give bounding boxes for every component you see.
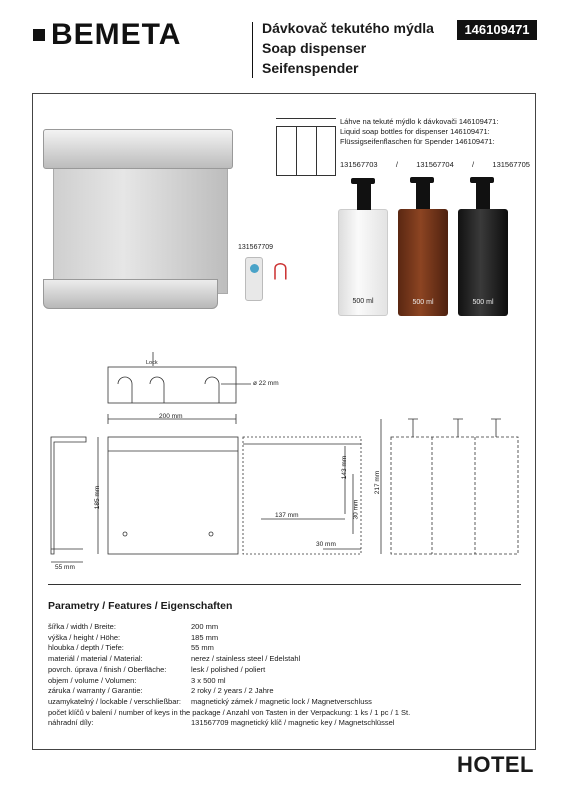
param-label: náhradní díly: [48, 718, 94, 728]
bottles-description: Láhve na tekuté mýdlo k dávkovači 146109471: Liquid soap bottles for dispenser 146109471: Flüssigseifenflaschen für Spender 146109471: [340, 117, 499, 146]
dim-30-vertical: 30 mm [352, 499, 360, 520]
param-value: 2 roky / 2 years / 2 Jahre [191, 686, 274, 696]
param-value: 3 x 500 ml [191, 675, 226, 685]
dim-width: 200 mm [159, 413, 183, 420]
param-value: nerez / stainless steel / Edelstahl [191, 654, 301, 664]
dim-depth: 55 mm [55, 564, 75, 571]
param-label: povrch. úprava / finish / Oberfläche: [48, 664, 167, 674]
param-label: objem / volume / Volumen: [48, 675, 137, 685]
param-value: 55 mm [191, 643, 214, 653]
title-cz: Dávkovač tekutého mýdla [262, 20, 434, 36]
dim-30-horizontal: 30 mm [316, 541, 336, 548]
brand-name: BEMETA [51, 18, 182, 51]
param-label: výška / height / Höhe: [48, 632, 121, 642]
bottle-volume: 500 ml [472, 299, 494, 306]
dim-137: 137 mm [275, 512, 299, 519]
key-code: 131567709 [238, 244, 274, 251]
param-value: 185 mm [191, 632, 219, 642]
dim-diameter: ø 22 mm [253, 380, 279, 387]
param-value: magnetický zámek / magnetic lock / Magnetverschluss [191, 696, 372, 706]
section-divider [48, 584, 521, 585]
lock-label: Lock [146, 360, 158, 366]
header-divider [252, 22, 253, 78]
logo-square-icon [33, 29, 45, 41]
title-en: Soap dispenser [262, 40, 367, 56]
product-code: 146109471 [457, 20, 537, 40]
param-label: záruka / warranty / Garantie: [48, 686, 143, 696]
brand-logo [33, 18, 181, 52]
dim-217: 217 mm [374, 470, 382, 495]
bottle-volume: 500 ml [412, 299, 434, 306]
param-label: šířka / width / Breite: [48, 622, 116, 631]
param-label: počet klíčů v balení / number of keys in the package / Anzahl von Tasten in der Verpackung: 1 ks / 1 pc / 1 St. [48, 707, 411, 717]
title-de: Seifenspender [262, 60, 359, 76]
param-label: hloubka / depth / Tiefe: [48, 643, 124, 653]
product-titles [262, 18, 434, 78]
params-title: Parametry / Features / Eigenschaften [48, 600, 233, 612]
param-value: 131567709 magnetický klíč / magnetic key / Magnetschlüssel [191, 718, 395, 728]
dim-height: 185 mm [94, 485, 102, 510]
dim-143: 143 mm [341, 455, 349, 480]
bottle-codes: 131567703 / 131567704 / 131567705 [340, 160, 530, 169]
param-value: 200 mm [191, 622, 219, 631]
product-sheet-frame [32, 93, 536, 750]
param-label: materiál / material / Material: [48, 654, 143, 664]
bottle-volume: 500 ml [352, 298, 374, 305]
category-label: HOTEL [456, 752, 534, 777]
magnet-icon: ⋂ [273, 260, 288, 280]
param-label: uzamykatelný / lockable / verschließbar: [48, 696, 181, 706]
param-value: lesk / polished / poliert [191, 664, 266, 674]
